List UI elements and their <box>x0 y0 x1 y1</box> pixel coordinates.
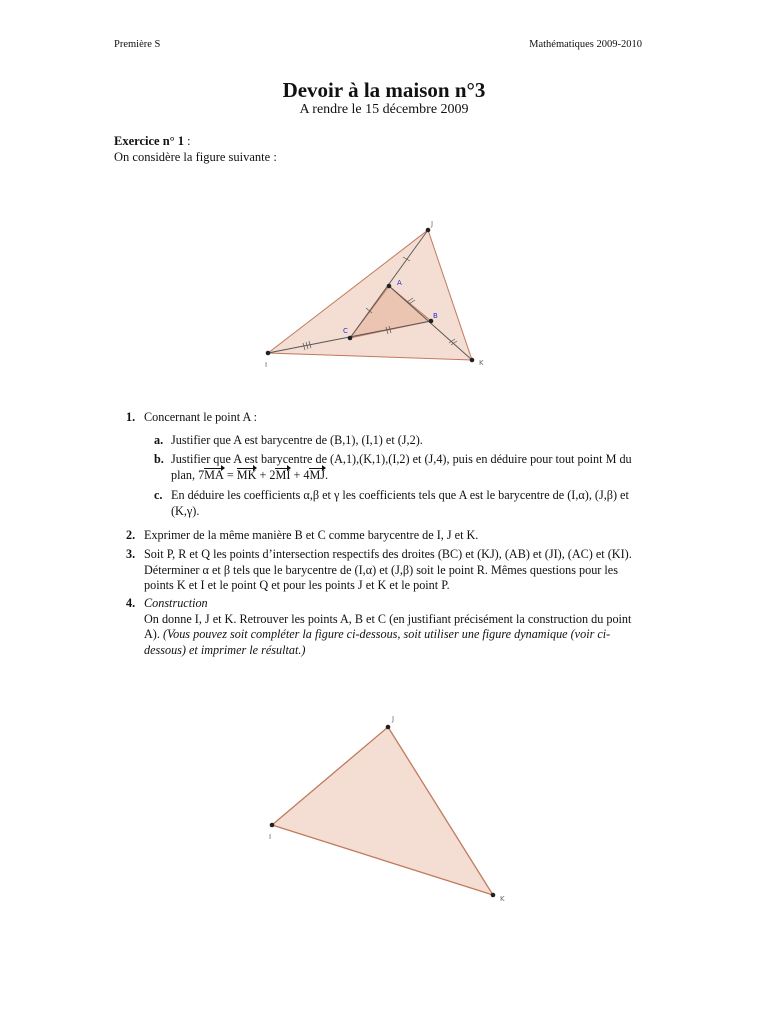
label-i-blank: I <box>269 833 272 841</box>
label-i: I <box>265 361 268 369</box>
exercise-label: Exercice n° 1 <box>114 134 185 148</box>
figure-triangle-ijk-with-abc <box>258 214 498 374</box>
vector-ma: MA <box>204 467 224 482</box>
label-j: J <box>431 220 434 228</box>
point-c <box>348 336 353 341</box>
point-j-blank <box>386 725 391 730</box>
question-1c-letter: c. <box>154 488 163 502</box>
question-1b-letter: b. <box>154 452 164 466</box>
label-a: A <box>397 279 402 287</box>
question-1b-plus-1: + 2 <box>256 467 276 482</box>
vector-mi: MI <box>275 467 291 482</box>
vector-mk: MK <box>236 467 257 482</box>
question-4-heading: Construction <box>144 596 208 610</box>
question-4-number: 4. <box>126 596 136 610</box>
header-class-label: Première S <box>114 39 161 50</box>
question-2-text: Exprimer de la même manière B et C comme barycentre de I, J et K. <box>144 528 479 542</box>
question-4 <box>126 596 646 658</box>
header-subject-year: Mathématiques 2009-2010 <box>529 39 642 50</box>
label-j-blank: J <box>392 715 395 723</box>
point-k <box>470 358 475 363</box>
question-1b-text <box>171 452 646 483</box>
point-a <box>387 284 392 289</box>
question-1c <box>154 488 646 519</box>
exercise-intro: On considère la figure suivante : <box>114 150 277 164</box>
exercise-heading <box>114 134 191 149</box>
question-3-text: Soit P, R et Q les points d’intersection respectifs des droites (BC) et (KJ), (AB) et (JI), (AC) et (KI). Déterminer α et β tels que le barycentre de (I,α) et (J,β) soit le point R. Mêmes questions pour les points K et I et le point Q et pour les points J et K et le point P. <box>144 547 632 592</box>
label-k-blank: K <box>500 895 505 903</box>
question-1c-text: En déduire les coefficients α,β et γ les coefficients tels que A est le barycentre de (I,α), (J,β) et (K,γ). <box>171 488 629 518</box>
figure-triangle-ijk-blank <box>262 712 512 908</box>
point-j <box>426 228 431 233</box>
question-4-body <box>144 596 646 658</box>
vector-mj: MJ <box>309 467 326 482</box>
question-4-text-italic: (Vous pouvez soit compléter la figure ci-dessous, soit utiliser une figure dynamique (voir ci-dessous) et imprimer le résultat.) <box>144 627 611 657</box>
question-1b-end: . <box>325 467 329 482</box>
point-i-blank <box>270 823 275 828</box>
question-2-number: 2. <box>126 528 136 542</box>
point-i <box>266 351 271 356</box>
triangle-ijk <box>268 230 472 360</box>
page-subtitle: A rendre le 15 décembre 2009 <box>299 102 469 117</box>
page-title: Devoir à la maison n°3 <box>282 78 486 102</box>
question-4-text <box>144 612 646 659</box>
question-2 <box>126 528 646 544</box>
triangle-ijk-blank <box>272 727 493 895</box>
question-3 <box>126 547 646 594</box>
question-1a-letter: a. <box>154 433 164 447</box>
question-3-number: 3. <box>126 547 136 561</box>
question-1-number: 1. <box>126 410 136 424</box>
question-1b <box>154 452 646 483</box>
question-1b-plus-2: + 4 <box>290 467 310 482</box>
question-1 <box>126 410 646 426</box>
question-4-text-main: On donne I, J et K. Retrouver les points A, B et C (en justifiant précisément la construction du point A). <box>144 611 632 641</box>
label-k: K <box>479 359 484 367</box>
question-1a <box>154 433 646 449</box>
question-1a-text: Justifier que A est barycentre de (B,1), (I,1) et (J,2). <box>171 433 423 447</box>
label-b: B <box>433 312 438 320</box>
point-k-blank <box>491 893 496 898</box>
question-1b-text-main: Justifier que A est barycentre de (A,1),(K,1),(I,2) et (J,4), puis en déduire pour tout point M du plan, 7 <box>171 452 632 482</box>
label-c: C <box>343 327 348 335</box>
question-1-text: Concernant le point A : <box>144 410 258 424</box>
exercise-colon: : <box>184 134 191 148</box>
question-1b-equals: = <box>223 467 237 482</box>
